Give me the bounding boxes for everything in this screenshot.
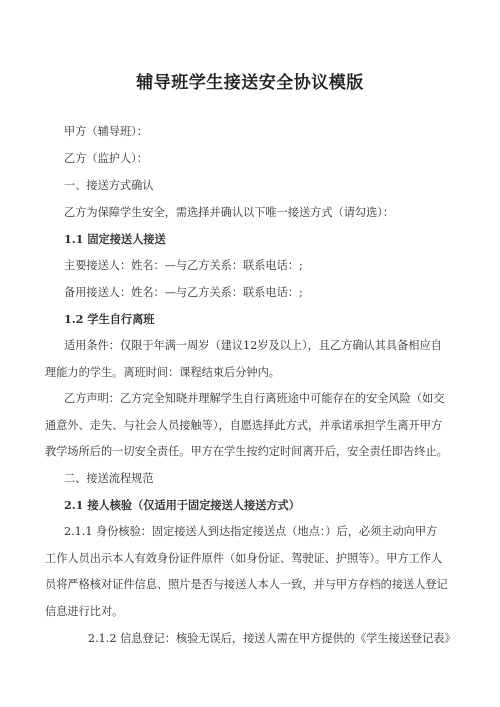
clause-2-1-heading: 2.1 接人核验（仅适用于固定接送人接送方式） bbox=[64, 498, 300, 512]
condition-line-1: 适用条件：仅限于年满一周岁（建议12岁及以上），且乙方确认其具备相应自 bbox=[64, 339, 442, 352]
identity-check-line-3: 员将严格核对证件信息、照片是否与接送人本人一致，并与甲方存档的接送人登记 bbox=[45, 578, 448, 591]
condition-line-2: 理能力的学生。离班时间：课程结束后分钟内。 bbox=[45, 366, 280, 379]
party-a-line: 甲方（辅导班）： bbox=[64, 125, 148, 138]
identity-check-line-2: 工作人员出示本人有效身份证件原件（如身份证、驾驶证、护照等）。甲方工作人 bbox=[45, 552, 443, 565]
declaration-line-1: 乙方声明：乙方完全知晓并理解学生自行离班途中可能存在的安全风险（如交 bbox=[64, 392, 445, 405]
declaration-line-3: 教学场所后的一切安全责任。甲方在学生按约定时间离开后，安全责任即告终止。 bbox=[45, 445, 448, 458]
clause-1-2-heading: 1.2 学生自行离班 bbox=[64, 312, 155, 326]
info-registration-line-1: 2.1.2 信息登记：核验无误后，接送人需在甲方提供的《学生接送登记表》 bbox=[88, 632, 456, 645]
primary-pickup-line: 主要接送人：姓名：—与乙方关系：联系电话：; bbox=[64, 259, 303, 272]
document-title: 辅导班学生接送安全协议模版 bbox=[136, 73, 364, 93]
declaration-line-2: 通意外、走失、与社会人员接触等），自愿选择此方式，并承诺承担学生离开甲方 bbox=[45, 419, 443, 432]
identity-check-line-4: 信息进行比对。 bbox=[45, 605, 124, 618]
backup-pickup-line: 备用接送人：姓名：—与乙方关系：联系电话：; bbox=[64, 286, 303, 299]
section-1-heading: 一、接送方式确认 bbox=[64, 179, 154, 192]
identity-check-line-1: 2.1.1 身份核验：固定接送人到达指定接送点（地点：）后，必须主动向甲方 bbox=[64, 525, 438, 538]
section-2-heading: 二、接送流程规范 bbox=[64, 472, 154, 485]
section-1-intro: 乙方为保障学生安全，需选择并确认以下唯一接送方式（请勾选）： bbox=[64, 206, 395, 219]
party-b-line: 乙方（监护人）： bbox=[64, 152, 148, 165]
clause-1-1-heading: 1.1 固定接送人接送 bbox=[64, 232, 166, 246]
